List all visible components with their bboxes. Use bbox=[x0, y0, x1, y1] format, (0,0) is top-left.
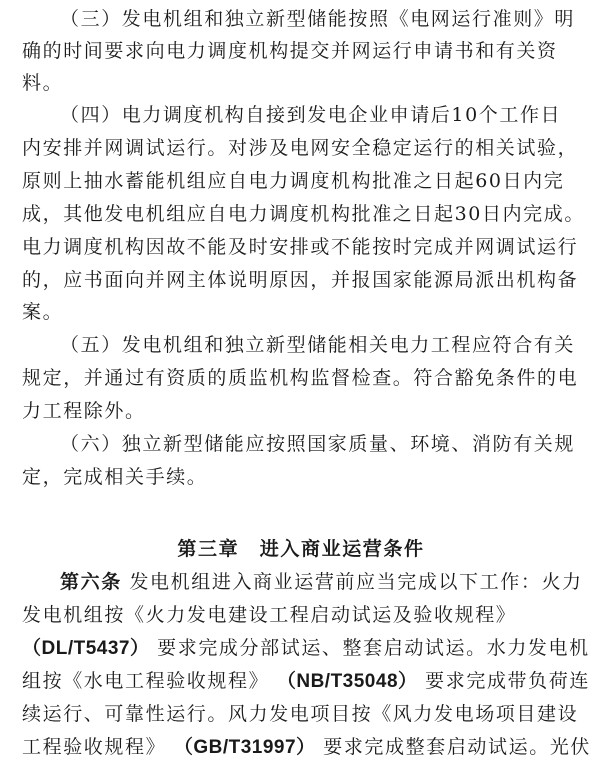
paragraph-6-line-1: （六）独立新型储能应按照国家质量、环境、消防有关规 bbox=[60, 433, 576, 455]
article-6-line-6-text-a: 工程验收规程》 bbox=[22, 736, 167, 758]
paragraph-5-line-3: 力工程除外。 bbox=[22, 400, 146, 422]
article-6-line-3-text: 要求完成分部试运、整套启动试运。水力发电机 bbox=[157, 637, 590, 659]
paragraph-3-line-2: 确的时间要求向电力调度机构提交并网运行申请书和有关资 bbox=[22, 40, 558, 62]
standard-code-nb: （NB/T35048） bbox=[276, 671, 418, 692]
article-6-line-6-text-b: 要求完成整套启动试运。光伏 bbox=[323, 736, 592, 758]
paragraph-4-line-2: 内安排并网调试运行。对涉及电网安全稳定运行的相关试验， bbox=[22, 137, 579, 159]
article-6-line-1-text: 发电机组进入商业运营前应当完成以下工作：火力 bbox=[129, 571, 583, 593]
paragraph-4-line-1: （四）电力调度机构自接到发电企业申请后10个工作日 bbox=[60, 104, 562, 126]
article-6-line-4 bbox=[22, 666, 590, 696]
article-6-line-3 bbox=[22, 633, 590, 663]
article-6-line-6 bbox=[22, 732, 591, 762]
article-label: 第六条 bbox=[60, 571, 122, 593]
chapter-heading: 第三章 进入商业运营条件 bbox=[177, 538, 425, 560]
paragraph-4-line-3: 原则上抽水蓄能机组应自电力调度机构批准之日起60日内完 bbox=[22, 170, 565, 192]
paragraph-3-line-1: （三）发电机组和独立新型储能按照《电网运行准则》明 bbox=[60, 8, 576, 30]
paragraph-3-line-3: 料。 bbox=[22, 72, 64, 94]
paragraph-4-line-5: 电力调度机构因故不能及时安排或不能按时完成并网调试运行 bbox=[22, 236, 579, 258]
paragraph-5-line-1: （五）发电机组和独立新型储能相关电力工程应符合有关 bbox=[60, 334, 576, 356]
article-6-line-4-text-a: 组按《水电工程验收规程》 bbox=[22, 670, 270, 692]
article-6-line-4-text-b: 要求完成带负荷连 bbox=[425, 670, 590, 692]
paragraph-4-line-6: 的，应书面向并网主体说明原因，并报国家能源局派出机构备 bbox=[22, 269, 579, 291]
article-6-line-1 bbox=[60, 567, 583, 597]
paragraph-6-line-2: 定，完成相关手续。 bbox=[22, 466, 208, 488]
paragraph-4-line-7: 案。 bbox=[22, 301, 64, 323]
paragraph-5-line-2: 规定，并通过有资质的质监机构监督检查。符合豁免条件的电 bbox=[22, 367, 579, 389]
article-6-line-2: 发电机组按《火力发电建设工程启动试运及验收规程》 bbox=[22, 604, 517, 626]
paragraph-4-line-4: 成，其他发电机组应自电力调度机构批准之日起30日内完成。 bbox=[22, 203, 585, 225]
standard-code-gb: （GB/T31997） bbox=[173, 737, 316, 758]
standard-code-dl: （DL/T5437） bbox=[22, 638, 150, 659]
article-6-line-5: 续运行、可靠性运行。风力发电项目按《风力发电场项目建设 bbox=[22, 703, 579, 725]
